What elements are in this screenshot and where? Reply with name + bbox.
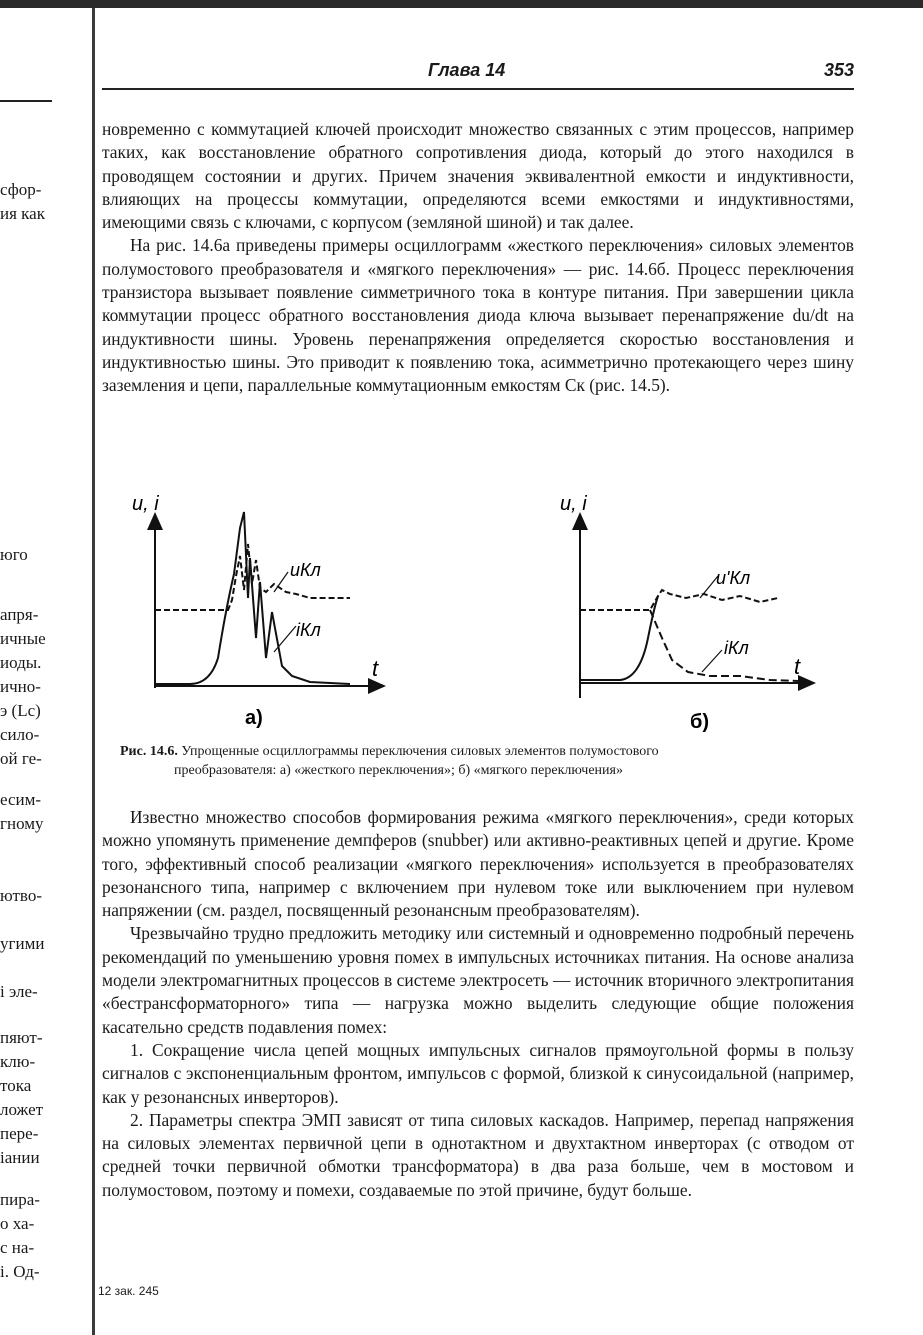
- curve-label-u: u'Кл: [716, 568, 751, 588]
- left-fragment: пяют-: [0, 1028, 43, 1047]
- left-fragment: с на-: [0, 1238, 35, 1257]
- left-fragment: о ха-: [0, 1214, 35, 1233]
- paragraph: Чрезвычайно трудно предложить методику или системный и одновременно подробный перечень рекомендаций по уменьшению уровня помех в импульсных источниках питания. На основе анализа модели электромагнитных процессов в системе электросеть — источник вторичного электропитания «бестрансформаторного» типа — нагрузка можно выделить следующие общие положения касательно средств подавления помех:: [102, 923, 854, 1037]
- left-fragment: ично-: [0, 677, 41, 696]
- leader-line: [702, 650, 722, 672]
- oscillogram-diagram: [110, 488, 850, 738]
- paragraph: новременно с коммутацией ключей происходит множество связанных с этим процессов, например таких, как восстановление обратного сопротивления диода, который до этого находился в проводящем состоянии и других. Причем значения эквивалентной емкости и индуктивности, влияющих на процессы коммутации, определяются всеми емкостями и индуктивностями, имеющими связь с ключами, с корпусом (земляной шиной) и так далее.: [102, 119, 854, 233]
- left-fragment: есим-: [0, 790, 42, 809]
- left-fragment: і. Од-: [0, 1262, 40, 1281]
- left-fragment: угими: [0, 934, 45, 953]
- left-fragment: і эле-: [0, 982, 38, 1001]
- left-fragment: тока: [0, 1076, 32, 1095]
- left-fragment: сфор-: [0, 180, 42, 199]
- axis-label-y: u, i: [132, 493, 159, 515]
- body-text-bottom: [102, 806, 854, 1202]
- voltage-rise-curve: [580, 596, 658, 680]
- paragraph: 1. Сокращение числа цепей мощных импульсных сигналов прямоугольной формы в пользу сигналов с экспоненциальным фронтом, импульсов с формой, близкой к синусоидальной (например, как у резонансных инверторов).: [102, 1039, 854, 1107]
- scan-top-edge: [0, 0, 923, 8]
- left-fragment: юго: [0, 545, 28, 564]
- left-fragment: ия как: [0, 204, 45, 223]
- left-fragment: э (Lc): [0, 701, 41, 720]
- paragraph: На рис. 14.6а приведены примеры осциллограмм «жесткого переключения» силовых элементов полумостового преобразователя и «мягкого переключения» — рис. 14.6б. Процесс переключения транзистора вызывает появление симметричного тока в контуре питания. При завершении цикла коммутации процесс обратного восстановления диода ключа вызывает перенапряжение du/dt на индуктивности шины. Уровень перенапряжения определяется скоростью восстановления и индуктивностью шины. Это приводит к появлению тока, асимметрично протекающего через шину заземления и цепи, параллельные коммутационным емкостям Cк (рис. 14.5).: [102, 235, 854, 396]
- left-fragment: сило-: [0, 725, 40, 744]
- chapter-title: Глава 14: [428, 60, 506, 80]
- body-text-top: [102, 118, 854, 398]
- axis-label-x: t: [794, 654, 801, 679]
- page-number: 353: [823, 60, 854, 80]
- signature-mark: 12 зак. 245: [98, 1284, 159, 1298]
- curve-label-i: iКл: [724, 638, 749, 658]
- paragraph: 2. Параметры спектра ЭМП зависят от типа силовых каскадов. Например, перепад напряжения на силовых элементах первичной цепи в однотактном и двухтактном инверторах (с отводом от средней точки первичной обмотки трансформатора) в два раза больше, чем в мостовом и полумостовом, поэтому и помехи, создаваемые по этой причине, будут больше.: [102, 1109, 854, 1200]
- left-fragment: апря-: [0, 605, 39, 624]
- running-header: [102, 58, 854, 88]
- axis-label-y: u, i: [560, 493, 587, 515]
- caption-line-2: преобразователя: а) «жесткого переключения»; б) «мягкого переключения»: [174, 763, 623, 778]
- left-fragment: пере-: [0, 1124, 39, 1143]
- panel-label: б): [690, 711, 710, 733]
- left-fragment: ичные: [0, 629, 46, 648]
- left-fragment: іании: [0, 1148, 40, 1167]
- axis-label-x: t: [372, 656, 379, 681]
- voltage-curve: [580, 590, 778, 610]
- left-fragment: ложет: [0, 1100, 44, 1119]
- left-fragment: ютво-: [0, 886, 42, 905]
- figure-caption: [120, 742, 840, 780]
- curve-label-u: uКл: [290, 560, 321, 580]
- header-rule: [102, 88, 854, 90]
- panel-label: а): [245, 707, 263, 729]
- left-page-rule: [0, 100, 52, 102]
- page-gutter: [92, 8, 95, 1335]
- left-fragment: клю-: [0, 1052, 36, 1071]
- left-fragment: гному: [0, 814, 44, 833]
- left-fragment: пира-: [0, 1190, 40, 1209]
- left-fragment: ой ге-: [0, 749, 42, 768]
- panel-a: [132, 493, 379, 729]
- paragraph: Известно множество способов формирования режима «мягкого переключения», среди которых можно упомянуть применение демпферов (snubber) или активно-реактивных цепей и другие. Кроме того, эффективный способ реализации «мягкого переключения» используется в преобразователях резонансного типа, например с включением при нулевом токе или выключением при нулевом напряжении (см. раздел, посвященный резонансным преобразователям).: [102, 807, 854, 921]
- caption-line-1: Упрощенные осциллограммы переключения силовых элементов полумостового: [181, 744, 659, 759]
- panel-b: [560, 493, 808, 733]
- figure-14-6: [110, 488, 850, 738]
- left-fragment: иоды.: [0, 653, 42, 672]
- caption-label: Рис. 14.6.: [120, 744, 178, 759]
- curve-label-i: iКл: [296, 620, 321, 640]
